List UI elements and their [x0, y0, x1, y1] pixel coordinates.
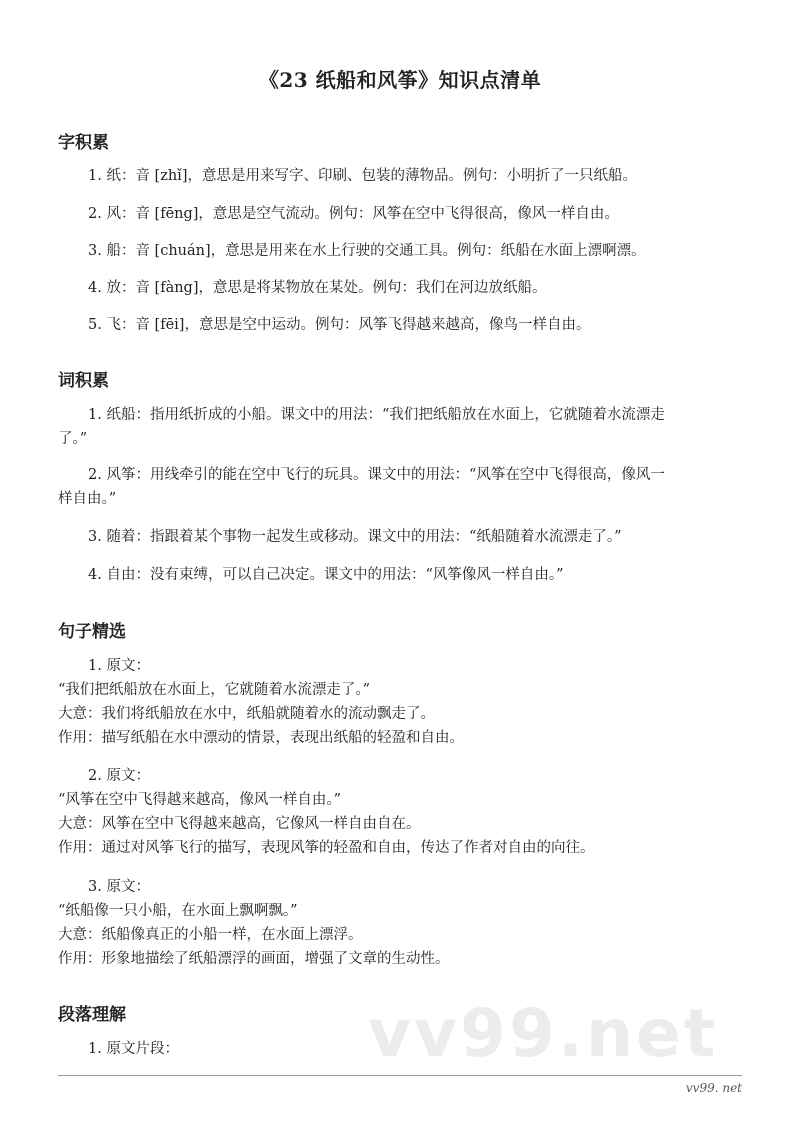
sentence-3-meaning: 大意：纸船像真正的小船一样，在水面上漂浮。: [58, 927, 363, 943]
sentence-3-label: 3. 原文：: [88, 879, 150, 895]
paragraph-item-1: 1. 原文片段：: [88, 1041, 179, 1057]
sentence-2-meaning: 大意：风筝在空中飞得越来越高，它像风一样自由自在。: [58, 816, 421, 832]
char-item-3: 3. 船：音 [chuán]，意思是用来在水上行驶的交通工具。例句：纸船在水面上漂啊漂。: [88, 243, 646, 259]
sentence-1-quote: “我们把纸船放在水面上，它就随着水流漂走了。”: [58, 682, 371, 698]
sentence-3-quote: “纸船像一只小船，在水面上飘啊飘。”: [58, 903, 298, 919]
char-item-1: 1. 纸：音 [zhǐ]，意思是用来写字、印刷、包装的薄物品。例句：小明折了一只纸船。: [88, 168, 637, 184]
word-item-3: 3. 随着：指跟着某个事物一起发生或移动。课文中的用法：“纸船随着水流漂走了。”: [88, 529, 622, 545]
char-item-5: 5. 飞：音 [fēi]，意思是空中运动。例句：风筝飞得越来越高，像鸟一样自由。: [88, 317, 591, 333]
word-item-2-line2: 样自由。”: [58, 491, 117, 507]
sentence-2-quote: “风筝在空中飞得越来越高，像风一样自由。”: [58, 792, 342, 808]
sentence-2-effect: 作用：通过对风筝飞行的描写，表现风筝的轻盈和自由，传达了作者对自由的向往。: [58, 840, 595, 856]
word-item-2-line1: 2. 风筝：用线牵引的能在空中飞行的玩具。课文中的用法：“风筝在空中飞得很高，像风一: [88, 467, 665, 483]
sentence-2-label: 2. 原文：: [88, 768, 150, 784]
word-item-1-line2: 了。”: [58, 431, 88, 447]
sentence-1-effect: 作用：描写纸船在水中漂动的情景，表现出纸船的轻盈和自由。: [58, 730, 464, 746]
word-item-1-line1: 1. 纸船：指用纸折成的小船。课文中的用法：“我们把纸船放在水面上，它就随着水流漂走: [88, 407, 665, 423]
sentence-1-label: 1. 原文：: [88, 658, 150, 674]
word-item-4: 4. 自由：没有束缚，可以自己决定。课文中的用法：“风筝像风一样自由。”: [88, 567, 564, 583]
char-item-2: 2. 风：音 [fēng]，意思是空气流动。例句：风筝在空中飞得很高，像风一样自由。: [88, 206, 619, 222]
sentence-3-effect: 作用：形象地描绘了纸船漂浮的画面，增强了文章的生动性。: [58, 951, 450, 967]
page-title: 《23 纸船和风筝》知识点清单: [258, 68, 542, 92]
section-heading-sentences: 句子精选: [58, 622, 126, 642]
watermark-text: vv99.net: [368, 995, 719, 1072]
section-heading-words: 词积累: [58, 371, 109, 391]
section-heading-paragraph: 段落理解: [58, 1005, 126, 1025]
char-item-4: 4. 放：音 [fàng]，意思是将某物放在某处。例句：我们在河边放纸船。: [88, 280, 547, 296]
footer-site-text: vv99. net: [685, 1081, 742, 1095]
footer-divider: [58, 1075, 742, 1076]
sentence-1-meaning: 大意：我们将纸船放在水中，纸船就随着水的流动飘走了。: [58, 706, 435, 722]
section-heading-chars: 字积累: [58, 133, 109, 153]
